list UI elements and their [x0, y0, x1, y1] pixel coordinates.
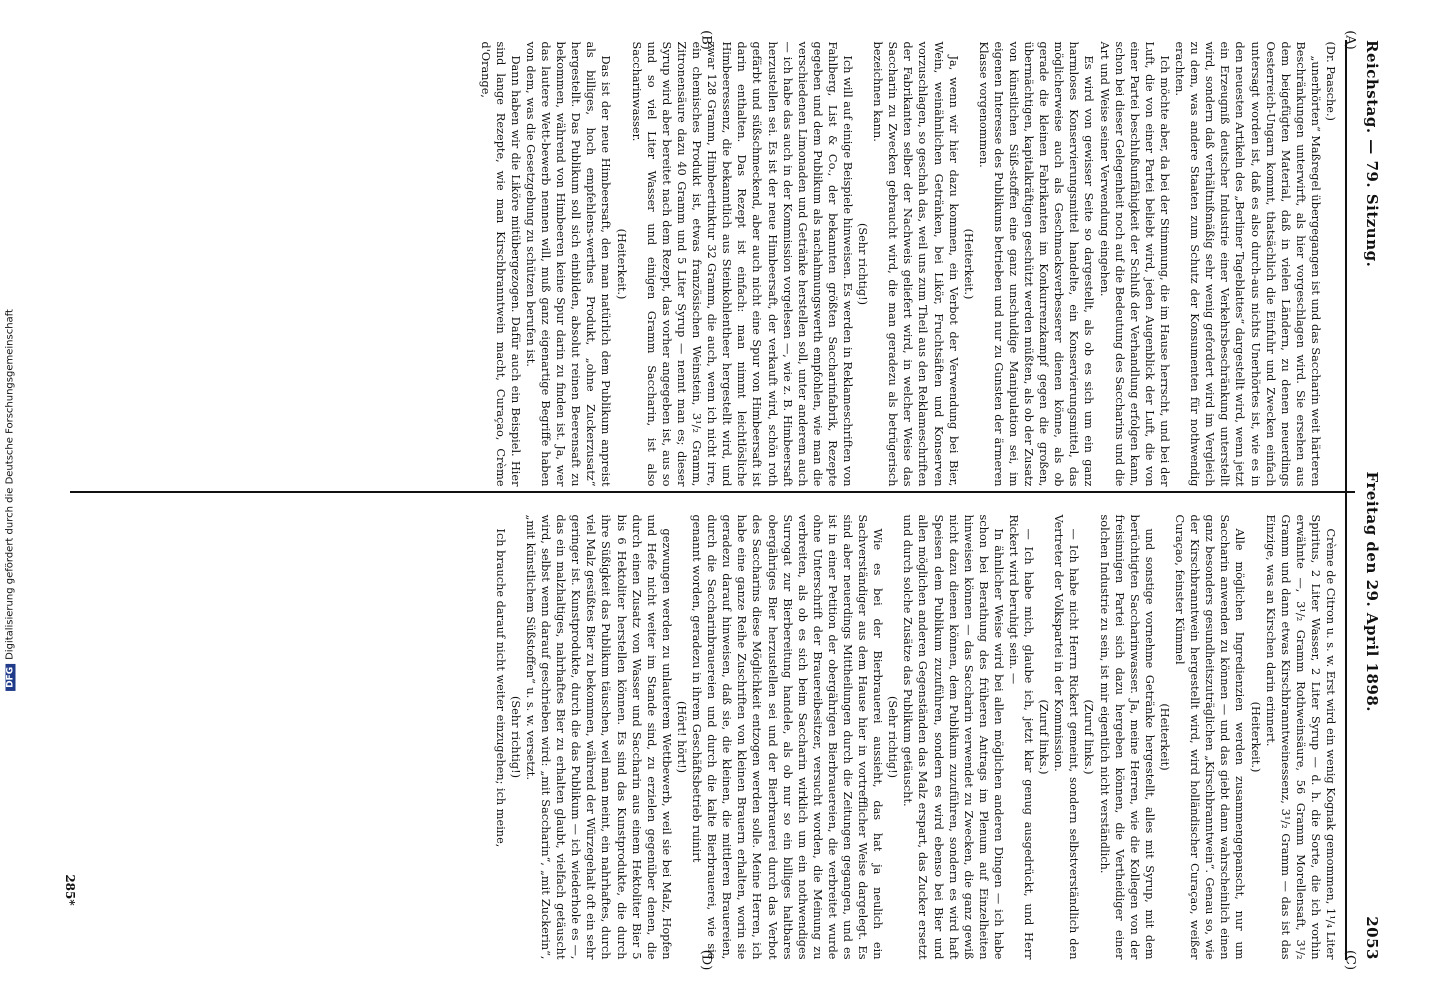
- header-date: Freitag den 29. April 1898.: [1363, 471, 1381, 713]
- paragraph: „unerhörten“ Maßregel übergegangen ist und das Saccharin weit härteren Beschränkungen unterwirft, als hier vorgeschlagen wird. Sie ersehen aus dem beigefügten Material, daß in vielen Ländern, zu denen neuerdings Oesterreich-Ungarn kommt, thatsächlich die Einfuhr und Zwecken einfach untersagt worden ist, daß es also durch-aus nichts Unerhörtes ist, wie es in den neuesten Artikeln des „Berliner Tageblattes“ dargestellt wird, wenn jetzt ein Erzeugniß deutscher Industrie einer Verkehrsbeschränkung unterstellt wird, sondern daß verhältnißmäßig sehr wenig gefordert wird im Vergleich zu dem, was andere Staaten zum Schutz der Konsumenten für nothwendig erachten.: [1173, 41, 1322, 487]
- paragraph: In ähnlicher Weise wird bei allen möglichen anderen Dingen — ich habe schon bei Berathung des früheren Antrags im Plenum auf Einzelheiten hinweisen können — das Saccharin verwendet zu Zwecken, die ganz gewiß nicht dazu dienen können, dem Publikum zuzuführen, sondern es wird haft Speisen dem Publikum zuzuführen, sondern es wird ebenso bei Bier und allen möglichen anderen Gegenständen das Malz erspart, das Zucker ersetzt und durch solche Zusätze das Publikum getäuscht.: [901, 514, 1005, 960]
- paragraph: Ich brauche darauf nicht weiter einzugehen; ich meine,: [493, 528, 507, 848]
- paragraph: Es wird von gewisser Seite so dargestellt, als ob es sich um ein ganz harmloses Konservierungsmittel handelte, ein Konservierungsmittel, das möglicherweise auch als Geschmacksverbesserer dienen könne, als ob gerade die kleinen Fabrikanten im Konkurrenzkampf gegen die großen, übermächtigen, kapitalkräftigen geschützt werden müßten, als ob der Zusatz von künstlichen Süß-stoffen eine ganz unschuldige Manipulation sei, im eigenen Interesse des Publikums betrieben und nur zu Gunsten der ärmeren Klasse vorgenommen.: [976, 41, 1096, 487]
- paragraph: und sonstige vornehme Getränke hergestellt, alles mit Syrup, mit dem berüchtigten Saccharinwasser. Ja, meine Herren, wie die Kollegen von der freisinnigen Partei sich dazu hergeben können, die Vertheidiger einer solchen Industrie zu sein, ist mir eigentlich nicht verständlich.: [1097, 514, 1156, 960]
- interjection: (Sehr richtig!): [886, 695, 900, 779]
- paragraph: Ich möchte aber, da bei der Stimmung, die im Hause herrscht, und bei der Luft, die von einer Partei beliebt wird, jeden Augenblick der Luft, die von einer Partei beschlußunfähigkeit der Schluß der Verhandlung erfolgen kann, schon bei dieser Gelegenheit noch auf die Bedeutung des Saccharins und die Art und Weise seiner Verwendung eingehen.: [1097, 41, 1171, 487]
- interjection: (Heiterkeit.): [614, 228, 628, 300]
- paragraph: Wie es bei der Bierbrauerei aussieht, das hat ja neulich ein Sachverständiger aus dem Hause hier in vortrefflicher Weise dargelegt. Es sind aber neuerdings Mittheilungen durch die Zeitungen gegangen, und es ist in einer Petition der obergährigen Bierbrauereien, die verbreitet wurde ohne Unterschrift der Brauereibesitzer, versucht worden, die Meinung zu verbreiten, als ob es sich beim Saccharin wirklich um ein nothwendiges Surrogat zur Bierbereitung handele, als ob nur so ein billiges haltbares obergähriges Bier herzustellen sei und der Bierbrauerei durch das Verbot des Saccharins diese Möglichkeit entzogen werden solle. Meine Herren, ich habe eine ganze Reihe Zuschriften von kleinen Brauern erhalten, worin sie geradezu darauf hinweisen, daß sie, die kleinen, die mittleren Brauereien, durch die Saccharinbrauereien und durch die kalte Bierbrauerei, wie sie genannt worden, geradezu in ihrem Geschäftsbetrieb ruinirt: [690, 514, 885, 960]
- credit-text: Digitalisierung gefördert durch die Deutsche Forschungsgemeinschaft: [4, 309, 16, 660]
- interjection: (Heiterkeit): [1157, 703, 1171, 771]
- interjection: (Sehr richtig!): [856, 222, 870, 306]
- interjection: (Sehr richtig!): [508, 695, 522, 779]
- header-rule: [1345, 40, 1347, 960]
- dfg-logo: DFG: [6, 664, 16, 691]
- margin-letter-a: (A): [1342, 30, 1358, 50]
- digitization-credit: [5, 309, 16, 691]
- column-divider: [70, 491, 1355, 493]
- paragraph: gezwungen werden zu unlauterem Wettbewerb, weil sie bei Malz, Hopfen und Hefe nicht weiter im Stande sind, zu erzielen gegenüber denen, die durch einen Zusatz von Wasser und Saccharin aus einem Hektoliter Bier 5 bis 6 Hektoliter herstellen können. Es sind das Kunstprodukte, die durch ihre Süßigkeit das Publikum täuschen, weil man meint, ein nahrhaftes, durch viel Malz gesüßtes Bier zu bekommen, während der Würzegehalt oft ein sehr geringer ist. Kunstprodukte, durch die das Publikum — ich wiederhole es —, das ein malzhaltiges, nahrhaftes Bier zu erhalten glaubt, vielfach getäuscht wird, selbst wenn darauf geschrieben wird: „mit Saccharin“, „mit Zuckerin“, „mit künstlichem Süßstoffen“ u. s. w. versetzt.: [524, 514, 673, 960]
- paragraph: Dann haben wir die Liköre mitübergezogen. Dafür auch ein Beispiel. Hier sind lange Rezepte, wie man Kirschbranntwein macht, Curaçao, Crème d'Orange,: [478, 41, 522, 487]
- interjection: (Hört! hört!): [674, 700, 688, 774]
- interjection: (Zuruf links.): [1037, 699, 1051, 775]
- paragraph: Ich will auf einige Beispiele hinweisen. Es werden in Reklameschriften von Fahlberg, List & Co., der bekannten größten Saccharinfabrik, Rezepte gegeben und dem Publikum als nachahmungswerth empfohlen, wie man die verschiedenen Limonaden und Getränke herstellen soll, unter anderem auch — ich habe das auch in der Kommission vorgelesen —, wie z. B. Himbeersaft herzustellen sei. Es ist der neue Himbeersaft, der verkauft wird, schön roth gefärbt und süßschmeckend, aber auch nicht eine Spur von Himbeersaft ist darin enthalten. Das Rezept ist einfach: man nimmt leichtlösliche Himbeeressenz, die bekanntlich aus Steinkohlentheer hergestellt wird, und zwar 128 Gramm, Himbeertinktur 32 Gramm, die auch, wenn ich nicht irre, ein chemisches Produkt ist, etwas französischen Weinstein, 3¹/₂ Gramm, Zitronensäure dazu 40 Gramm und 5 Liter Syrup — nennt man es; dieser Syrup wird aber bereitet nach dem Rezept, das vorher angegeben ist, aus so und so viel Liter Wasser und einigen Gramm Saccharin, ist also Saccharinwasser.: [629, 41, 854, 487]
- text-column-right: [78, 515, 1338, 960]
- margin-letter-c: (C): [1342, 949, 1358, 971]
- paragraph: Crème de Citron u. s. w. Erst wird ein wenig Kognak gemommen, 1¹/₄ Liter Spiritus, 2 Liter Wasser, 2 Liter Syrup — d. h. die Sorte, die ich vorhin erwähnte —, 3¹/₂ Gramm Rothweinsäure, 56 Gramm Morellensaft, 3¹/₂ Gramm und dann etwas Kirschbranntweinessenz, 3¹/₂ Gramm — das ist das Einzige, was an Kirschen darin erinnert.: [1263, 514, 1337, 960]
- text-column-left: [78, 42, 1338, 487]
- header-page-number: 2053: [1363, 916, 1381, 960]
- paragraph: Ja, wenn wir hier dazu kommen, ein Verbot der Verwendung bei Bier, Wein, weinähnlichen Getränken, bei Likör, Fruchtsäften und Konserven vorzuschlagen, so geschah das, weil uns zum Theil aus den Reklameschriften der Fabrikanten selber der Nachweis geliefert wird, in welcher Weise das Saccharin zu Zwecken gebraucht wird, die man geradezu als betrügerisch bezeichnen kann.: [871, 41, 960, 487]
- speaker-label: (Dr. Paasche.): [1324, 41, 1337, 121]
- page-signature: 285*: [63, 874, 77, 906]
- interjection: (Zuruf links.): [1082, 699, 1096, 775]
- left-column-body: [478, 42, 1323, 487]
- interjection: (Heiterkeit.): [961, 228, 975, 300]
- paragraph: Alle möglichen Ingredienzien werden zusammengepanscht, nur um Saccharin anwenden zu können — und das giebt dann wahrscheinlich einen ganz besonders gesundheitszuträglichen „Kirschbranntwein“. Genau so, wie der Kirschbranntwein hergestellt wird, wird holländischer Curaçao, weißer Curaçao, feinster Kümmel: [1173, 514, 1247, 960]
- running-header: [1360, 40, 1384, 960]
- paragraph: Das ist der neue Himbeersaft, den man natürlich dem Publikum anpreist als billiges, hoch empfehlens-werthes Produkt, „ohne Zuckerzusatz“ hergestellt. Das Publikum soll sich einbilden, absolut reinen Beerensaft zu bekommen, während von Himbeeren keine Spur darin zu finden ist. Ja, wer das lautere Wett-bewerb nennen will, muß ganz eigenartige Begriffe haben von dem, was die Gesetzgebung zu schützen berufen ist.: [524, 41, 613, 487]
- header-session: Reichstag. — 79. Sitzung.: [1363, 40, 1381, 268]
- interjection: (Heiterkeit.): [1248, 701, 1262, 773]
- margin-letter-b: (B): [698, 30, 714, 50]
- paragraph: — Ich habe mich, glaube ich, jetzt klar genug ausgedrückt, und Herr Rickert wird beruhigt sein. —: [1007, 514, 1036, 960]
- paragraph: — Ich habe nicht Herrn Rickert gemeint, sondern selbstverständlich den Vertreter der Volkspartei in der Kommission.: [1052, 514, 1081, 960]
- margin-letter-d: (D): [698, 949, 714, 971]
- right-column-body: [493, 515, 1338, 960]
